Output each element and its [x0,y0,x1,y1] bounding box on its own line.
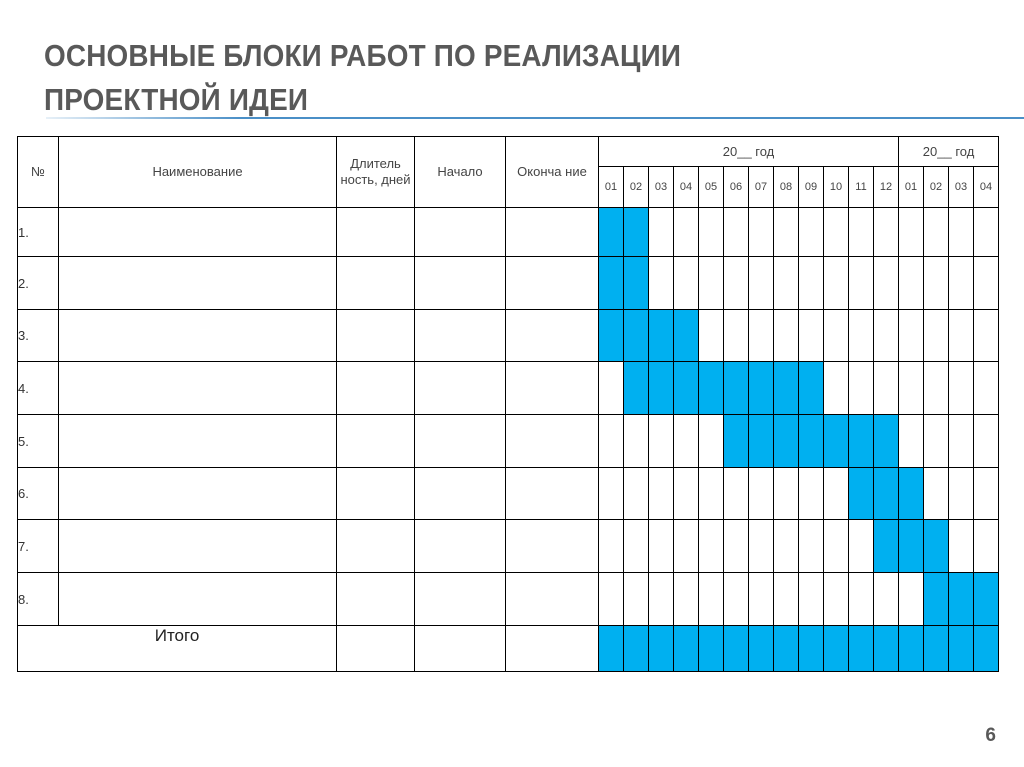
name-cell [59,415,337,468]
gantt-bar-cell [949,573,974,626]
gantt-bar-cell [874,415,899,468]
gantt-bar-cell [624,310,649,362]
total-label: Итого [18,626,337,672]
header-num: № [18,137,59,208]
end-cell [506,573,599,626]
gantt-bar-cell [874,520,899,573]
gantt-empty-cell [899,573,924,626]
month-header: 01 [599,167,624,208]
end-cell [506,468,599,520]
end-cell [506,310,599,362]
gantt-empty-cell [724,208,749,257]
gantt-bar-cell [699,626,724,672]
gantt-bar-cell [749,362,774,415]
gantt-empty-cell [749,257,774,310]
title-line-1: ОСНОВНЫЕ БЛОКИ РАБОТ ПО РЕАЛИЗАЦИИ [44,38,682,73]
start-cell [415,573,506,626]
gantt-bar-cell [974,626,999,672]
month-header: 04 [674,167,699,208]
name-cell [59,520,337,573]
gantt-empty-cell [974,257,999,310]
gantt-empty-cell [824,362,849,415]
start-cell [415,468,506,520]
gantt-empty-cell [849,362,874,415]
gantt-bar-cell [774,626,799,672]
title-underline [46,117,1024,119]
page-number: 6 [985,725,996,746]
gantt-empty-cell [924,468,949,520]
gantt-bar-cell [599,626,624,672]
gantt-empty-cell [699,208,724,257]
total-duration-cell [337,626,415,672]
gantt-empty-cell [674,573,699,626]
gantt-empty-cell [724,468,749,520]
gantt-bar-cell [974,573,999,626]
duration-cell [337,468,415,520]
name-cell [59,573,337,626]
gantt-bar-cell [924,573,949,626]
gantt-empty-cell [949,520,974,573]
duration-cell [337,310,415,362]
slide-title [44,34,854,122]
gantt-empty-cell [949,257,974,310]
gantt-empty-cell [774,573,799,626]
gantt-empty-cell [874,257,899,310]
gantt-empty-cell [974,520,999,573]
gantt-empty-cell [924,362,949,415]
gantt-bar-cell [674,310,699,362]
gantt-bar-cell [649,626,674,672]
gantt-empty-cell [624,415,649,468]
duration-cell [337,415,415,468]
gantt-empty-cell [874,208,899,257]
name-cell [59,257,337,310]
gantt-empty-cell [849,208,874,257]
row-number: 8. [18,573,59,626]
gantt-bar-cell [899,626,924,672]
gantt-bar-cell [699,362,724,415]
name-cell [59,362,337,415]
gantt-empty-cell [924,415,949,468]
gantt-bar-cell [799,626,824,672]
gantt-empty-cell [649,415,674,468]
name-cell [59,468,337,520]
duration-cell [337,362,415,415]
gantt-bar-cell [599,257,624,310]
start-cell [415,310,506,362]
gantt-empty-cell [949,208,974,257]
gantt-bar-cell [624,257,649,310]
gantt-bar-cell [624,362,649,415]
gantt-empty-cell [624,468,649,520]
row-number: 2. [18,257,59,310]
gantt-bar-cell [949,626,974,672]
gantt-bar-cell [724,362,749,415]
gantt-empty-cell [724,520,749,573]
month-header: 02 [924,167,949,208]
gantt-empty-cell [649,520,674,573]
gantt-empty-cell [974,468,999,520]
gantt-empty-cell [874,310,899,362]
start-cell [415,362,506,415]
gantt-empty-cell [724,257,749,310]
month-header: 12 [874,167,899,208]
gantt-empty-cell [624,520,649,573]
gantt-empty-cell [849,520,874,573]
gantt-bar-cell [599,310,624,362]
gantt-empty-cell [624,573,649,626]
month-header: 01 [899,167,924,208]
month-header: 10 [824,167,849,208]
duration-cell [337,257,415,310]
gantt-bar-cell [899,468,924,520]
gantt-bar-cell [674,362,699,415]
total-start-cell [415,626,506,672]
gantt-empty-cell [699,573,724,626]
month-header: 11 [849,167,874,208]
gantt-bar-cell [924,520,949,573]
gantt-bar-cell [824,415,849,468]
gantt-empty-cell [924,310,949,362]
start-cell [415,520,506,573]
end-cell [506,362,599,415]
gantt-empty-cell [699,310,724,362]
gantt-bar-cell [749,626,774,672]
gantt-empty-cell [699,415,724,468]
gantt-empty-cell [799,208,824,257]
gantt-empty-cell [649,573,674,626]
gantt-empty-cell [724,310,749,362]
gantt-empty-cell [799,310,824,362]
gantt-bar-cell [874,468,899,520]
gantt-empty-cell [824,468,849,520]
gantt-empty-cell [799,468,824,520]
gantt-empty-cell [849,310,874,362]
gantt-empty-cell [924,208,949,257]
gantt-bar-cell [849,468,874,520]
gantt-bar-cell [774,362,799,415]
gantt-empty-cell [899,310,924,362]
gantt-bar-cell [799,415,824,468]
gantt-empty-cell [874,362,899,415]
end-cell [506,257,599,310]
gantt-bar-cell [599,208,624,257]
table-row [18,208,999,257]
gantt-empty-cell [949,362,974,415]
end-cell [506,415,599,468]
gantt-empty-cell [799,520,824,573]
gantt-empty-cell [824,573,849,626]
gantt-bar-cell [899,520,924,573]
gantt-empty-cell [599,573,624,626]
gantt-empty-cell [824,208,849,257]
gantt-empty-cell [649,468,674,520]
gantt-empty-cell [949,310,974,362]
month-header: 08 [774,167,799,208]
gantt-bar-cell [824,626,849,672]
header-year-2: 20__ год [899,137,999,167]
duration-cell [337,208,415,257]
gantt-empty-cell [774,468,799,520]
gantt-empty-cell [899,415,924,468]
row-number: 6. [18,468,59,520]
gantt-empty-cell [774,520,799,573]
gantt-bar-cell [799,362,824,415]
row-number: 7. [18,520,59,573]
gantt-empty-cell [824,310,849,362]
gantt-empty-cell [674,468,699,520]
gantt-empty-cell [949,468,974,520]
gantt-empty-cell [799,573,824,626]
gantt-bar-cell [849,415,874,468]
gantt-empty-cell [699,468,724,520]
month-header: 05 [699,167,724,208]
gantt-empty-cell [749,573,774,626]
gantt-empty-cell [674,208,699,257]
gantt-empty-cell [699,257,724,310]
start-cell [415,415,506,468]
gantt-body [18,208,999,672]
total-end-cell [506,626,599,672]
row-number: 3. [18,310,59,362]
gantt-bar-cell [874,626,899,672]
table-row [18,573,999,626]
gantt-empty-cell [774,208,799,257]
table-row [18,520,999,573]
gantt-empty-cell [599,520,624,573]
end-cell [506,520,599,573]
title-line-2: ПРОЕКТНОЙ ИДЕИ [44,82,309,117]
month-header: 07 [749,167,774,208]
gantt-empty-cell [699,520,724,573]
gantt-empty-cell [749,468,774,520]
gantt-empty-cell [899,362,924,415]
month-header: 04 [974,167,999,208]
gantt-empty-cell [599,415,624,468]
gantt-empty-cell [899,208,924,257]
gantt-empty-cell [724,573,749,626]
row-number: 5. [18,415,59,468]
gantt-empty-cell [974,362,999,415]
gantt-empty-cell [599,468,624,520]
name-cell [59,310,337,362]
duration-cell [337,573,415,626]
gantt-bar-cell [674,626,699,672]
gantt-empty-cell [674,257,699,310]
start-cell [415,208,506,257]
gantt-empty-cell [649,208,674,257]
gantt-empty-cell [899,257,924,310]
gantt-empty-cell [949,415,974,468]
gantt-bar-cell [649,310,674,362]
table-row [18,257,999,310]
start-cell [415,257,506,310]
gantt-empty-cell [849,573,874,626]
gantt-empty-cell [874,573,899,626]
row-number: 4. [18,362,59,415]
gantt-bar-cell [724,626,749,672]
gantt-empty-cell [749,208,774,257]
month-header: 02 [624,167,649,208]
gantt-empty-cell [974,415,999,468]
row-number: 1. [18,208,59,257]
header-year-1: 20__ год [599,137,899,167]
gantt-bar-cell [649,362,674,415]
gantt-empty-cell [649,257,674,310]
table-row [18,310,999,362]
gantt-empty-cell [599,362,624,415]
gantt-bar-cell [749,415,774,468]
total-row [18,626,999,672]
gantt-bar-cell [924,626,949,672]
gantt-empty-cell [774,310,799,362]
gantt-empty-cell [974,208,999,257]
gantt-empty-cell [674,520,699,573]
gantt-empty-cell [824,520,849,573]
gantt-empty-cell [924,257,949,310]
duration-cell [337,520,415,573]
gantt-empty-cell [799,257,824,310]
month-header: 03 [649,167,674,208]
table-row [18,468,999,520]
end-cell [506,208,599,257]
gantt-empty-cell [749,310,774,362]
table-row [18,362,999,415]
header-duration: Длитель ность, дней [337,137,415,208]
gantt-empty-cell [849,257,874,310]
gantt-bar-cell [624,208,649,257]
gantt-bar-cell [724,415,749,468]
header-name: Наименование [59,137,337,208]
gantt-empty-cell [774,257,799,310]
month-header: 03 [949,167,974,208]
header-start: Начало [415,137,506,208]
month-header: 06 [724,167,749,208]
gantt-empty-cell [824,257,849,310]
name-cell [59,208,337,257]
gantt-table [17,136,999,672]
header-end: Оконча ние [506,137,599,208]
gantt-empty-cell [974,310,999,362]
gantt-bar-cell [849,626,874,672]
gantt-bar-cell [624,626,649,672]
gantt-empty-cell [749,520,774,573]
gantt-bar-cell [774,415,799,468]
month-header: 09 [799,167,824,208]
table-row [18,415,999,468]
gantt-empty-cell [674,415,699,468]
